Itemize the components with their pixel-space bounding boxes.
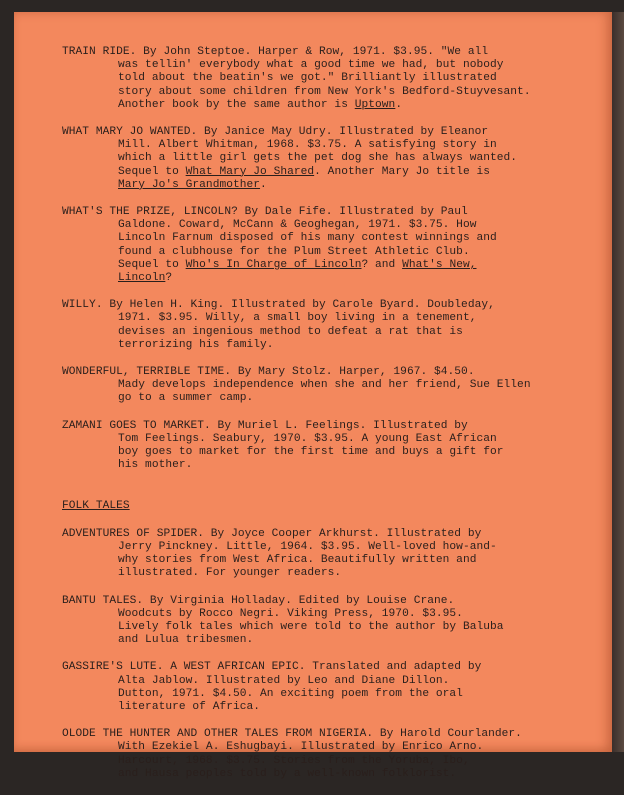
entry-line: literature of Africa. [118,700,261,713]
title-reference: What Mary Jo Shared [185,165,315,178]
entry-line: boy goes to market for the first time and buys a gift for [118,446,504,459]
entry-first-line: GASSIRE'S LUTE. A WEST AFRICAN EPIC. Translated and adapted by [62,661,482,674]
entry-line: story about some children from New York's Bedford-Stuyvesant. [118,85,531,98]
entry-line: Mary Jo's Grandmother. [118,178,267,191]
entry-first-line: ADVENTURES OF SPIDER. By Joyce Cooper Arkhurst. Illustrated by [62,527,482,540]
entry-line: devises an ingenious method to defeat a rat that is [118,325,463,338]
entry-line: and Hausa peoples told by a well-known folklorist. [118,767,457,780]
entry-line: Alta Jablow. Illustrated by Leo and Diane Dillon. [118,674,450,687]
entry-line: his mother. [118,459,193,472]
entry-line: found a clubhouse for the Plum Street Athletic Club. [118,245,470,258]
entry-line: With Ezekiel A. Eshugbayi. Illustrated by Enrico Arno. [118,741,484,754]
book-entry-willy [62,299,546,352]
entry-line: and Lulua tribesmen. [118,634,254,647]
entry-line: 1971. $3.95. Willy, a small boy living in a tenement, [118,312,477,325]
book-entry-wonderful-terrible-time [62,366,546,406]
entry-line: Mill. Albert Whitman, 1968. $3.75. A satisfying story in [118,139,497,152]
entry-line: which a little girl gets the pet dog she has always wanted. [118,152,518,165]
entry-first-line: OLODE THE HUNTER AND OTHER TALES FROM NIGERIA. By Harold Courlander. [62,728,522,741]
entry-line: Lively folk tales which were told to the author by Baluba [118,620,504,633]
page-edge [612,12,624,752]
title-reference: Lincoln [118,272,166,285]
book-entry-bantu-tales [62,595,546,648]
entry-first-line: TRAIN RIDE. By John Steptoe. Harper & Row, 1971. $3.95. "We all [62,46,489,58]
book-entry-train-ride [62,46,546,112]
entry-line: Sequel to Who's In Charge of Lincoln? and What's New, [118,258,477,271]
entry-line: Tom Feelings. Seabury, 1970. $3.95. A young East African [118,432,497,445]
title-reference: Mary Jo's Grandmother [118,178,261,191]
book-entry-olode-the-hunter [62,728,546,781]
entry-line: Harcourt, 1968. $3.75. Stories from the Yoruba, Ibo, [118,754,470,767]
entry-line: Lincoln? [118,272,173,285]
entry-line: Another book by the same author is Uptown. [118,98,403,111]
book-entry-whats-the-prize-lincoln [62,206,546,285]
entry-line: Jerry Pinckney. Little, 1964. $3.95. Well-loved how-and- [118,540,497,553]
entry-line: Mady develops independence when she and her friend, Sue Ellen [118,379,531,392]
entry-line: Dutton, 1971. $4.50. An exciting poem from the oral [118,687,463,700]
entry-line: terrorizing his family. [118,338,274,351]
entry-line: Lincoln Farnum disposed of his many contest winnings and [118,232,497,245]
entry-first-line: WHAT MARY JO WANTED. By Janice May Udry. Illustrated by Eleanor [62,126,489,139]
entry-first-line: WILLY. By Helen H. King. Illustrated by Carole Byard. Doubleday, [62,299,495,312]
entry-line: told about the beatin's we got." Brilliantly illustrated [118,72,497,85]
entry-line: go to a summer camp. [118,392,254,405]
book-entry-zamani-goes-to-market [62,420,546,473]
entry-first-line: WONDERFUL, TERRIBLE TIME. By Mary Stolz. Harper, 1967. $4.50. [62,366,475,379]
entry-line: why stories from West Africa. Beautifully written and [118,554,477,567]
section-heading: FOLK TALES [62,500,130,513]
entry-line: Sequel to What Mary Jo Shared. Another Mary Jo title is [118,165,491,178]
entry-line: Woodcuts by Rocco Negri. Viking Press, 1970. $3.95. [118,607,463,620]
entry-first-line: WHAT'S THE PRIZE, LINCOLN? By Dale Fife. Illustrated by Paul [62,206,468,219]
title-reference: Who's In Charge of Lincoln [185,258,362,271]
book-entry-gassires-lute [62,661,546,714]
entry-line: illustrated. For younger readers. [118,567,342,580]
entry-line: was tellin' everybody what a good time we had, but nobody [118,59,504,72]
entry-first-line: BANTU TALES. By Virginia Holladay. Edited by Louise Crane. [62,594,455,607]
entry-first-line: ZAMANI GOES TO MARKET. By Muriel L. Feelings. Illustrated by [62,419,468,432]
entry-line: Galdone. Coward, McCann & Geoghegan, 1971. $3.75. How [118,219,477,232]
book-list [62,46,546,795]
book-entry-adventures-of-spider [62,528,546,581]
book-entry-what-mary-jo-wanted [62,126,546,192]
title-reference: What's New, [402,258,477,271]
title-reference: Uptown [354,98,396,111]
